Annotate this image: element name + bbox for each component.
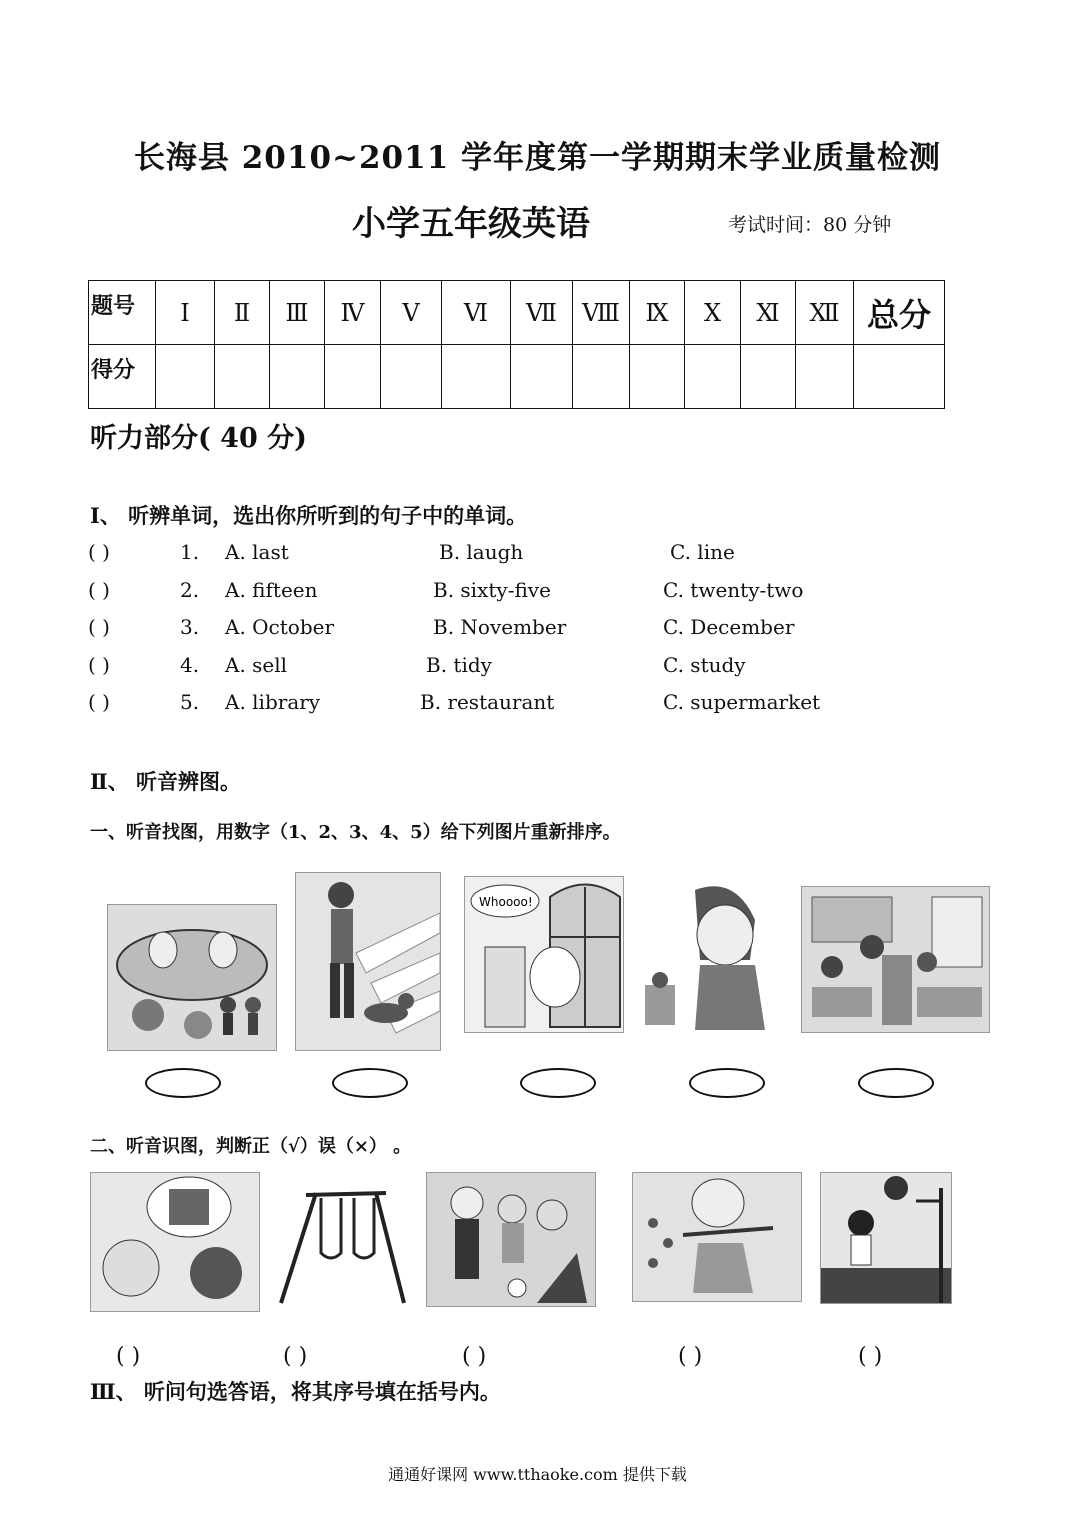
column-header: Ⅻ [796,281,854,345]
question-number: 5. [180,690,200,714]
score-cell[interactable] [325,345,381,409]
option-b: B. tidy [426,653,492,677]
exam-time: 考试时间：80 分钟 [728,214,892,236]
row-label-score: 得分 [89,345,156,409]
score-cell-total[interactable] [854,345,945,409]
listening-heading: 听力部分( 40 分) [90,423,307,454]
option-a: A. October [225,615,335,639]
total-header: 总分 [854,281,945,345]
column-header: Ⅳ [325,281,381,345]
answer-paren[interactable]: ( ) [88,690,110,714]
answer-paren[interactable]: ( ) [88,653,110,677]
option-c: C. line [670,540,735,564]
option-c: C. study [663,653,746,677]
column-header: Ⅷ [573,281,630,345]
row-label-question: 题号 [89,281,156,345]
question-number: 3. [180,615,200,639]
section1-heading: Ⅰ、 听辨单词，选出你所听到的句子中的单词。 [90,503,528,528]
answer-oval[interactable] [145,1068,221,1098]
answer-paren[interactable]: ( ) [678,1344,703,1369]
option-c: C. December [663,615,795,639]
column-header: Ⅸ [630,281,685,345]
option-b: B. laugh [439,540,524,564]
question-number: 2. [180,578,200,602]
classroom-reading-picture [801,886,990,1033]
answer-paren[interactable]: ( ) [462,1344,487,1369]
column-header: Ⅵ [442,281,511,345]
costume-kids-picture [426,1172,596,1307]
score-cell[interactable] [630,345,685,409]
column-header: Ⅱ [215,281,270,345]
score-cell[interactable] [685,345,741,409]
option-c: C. twenty-two [663,578,804,602]
answer-paren[interactable]: ( ) [283,1344,308,1369]
answer-oval[interactable] [858,1068,934,1098]
column-header: Ⅶ [511,281,573,345]
section2-heading: Ⅱ、 听音辨图。 [90,769,242,794]
option-a: A. last [225,540,289,564]
section2-part2-instruction: 二、听音识图，判断正（√）误（×） 。 [90,1136,412,1157]
column-header: Ⅴ [381,281,442,345]
answer-paren[interactable]: ( ) [88,615,110,639]
walking-dog-crosswalk-picture [295,872,441,1051]
question-number: 1. [180,540,200,564]
score-cell[interactable] [381,345,442,409]
section2-part1-instruction: 一、听音找图，用数字（1、2、3、4、5）给下列图片重新排序。 [90,822,621,843]
answer-oval[interactable] [520,1068,596,1098]
score-cell[interactable] [156,345,215,409]
question-number: 4. [180,653,200,677]
option-b: B. November [433,615,567,639]
exam-subtitle: 小学五年级英语 [352,204,590,244]
section3-heading: Ⅲ、 听问句选答语，将其序号填在括号内。 [90,1379,501,1404]
speech-bubble-text: Whoooo! [479,895,533,909]
column-header: Ⅰ [156,281,215,345]
score-cell[interactable] [741,345,796,409]
girl-flute-picture [632,1172,802,1302]
gift-thought-picture [90,1172,260,1312]
score-table [88,280,945,409]
basketball-picture [820,1172,952,1304]
answer-paren[interactable]: ( ) [88,578,110,602]
option-a: A. library [225,690,321,714]
option-c: C. supermarket [663,690,821,714]
score-cell[interactable] [270,345,325,409]
answer-paren[interactable]: ( ) [88,540,110,564]
column-header: Ⅺ [741,281,796,345]
score-cell[interactable] [796,345,854,409]
answer-oval[interactable] [689,1068,765,1098]
answer-paren[interactable]: ( ) [116,1344,141,1369]
park-fountain-picture [107,904,277,1051]
column-header: Ⅲ [270,281,325,345]
score-cell[interactable] [511,345,573,409]
score-cell[interactable] [215,345,270,409]
girl-thinking-picture [640,880,770,1040]
option-b: B. restaurant [420,690,555,714]
score-cell[interactable] [573,345,630,409]
swing-picture [276,1188,406,1306]
score-cell[interactable] [442,345,511,409]
option-b: B. sixty-five [433,578,551,602]
answer-paren[interactable]: ( ) [858,1344,883,1369]
exam-title: 长海县 2010~2011 学年度第一学期期末学业质量检测 [133,140,942,176]
option-a: A. fifteen [225,578,318,602]
whooo-window-picture [464,876,624,1033]
column-header: Ⅹ [685,281,741,345]
answer-oval[interactable] [332,1068,408,1098]
footer-credit: 通通好课网 www.tthaoke.com 提供下载 [388,1465,687,1484]
option-a: A. sell [225,653,288,677]
